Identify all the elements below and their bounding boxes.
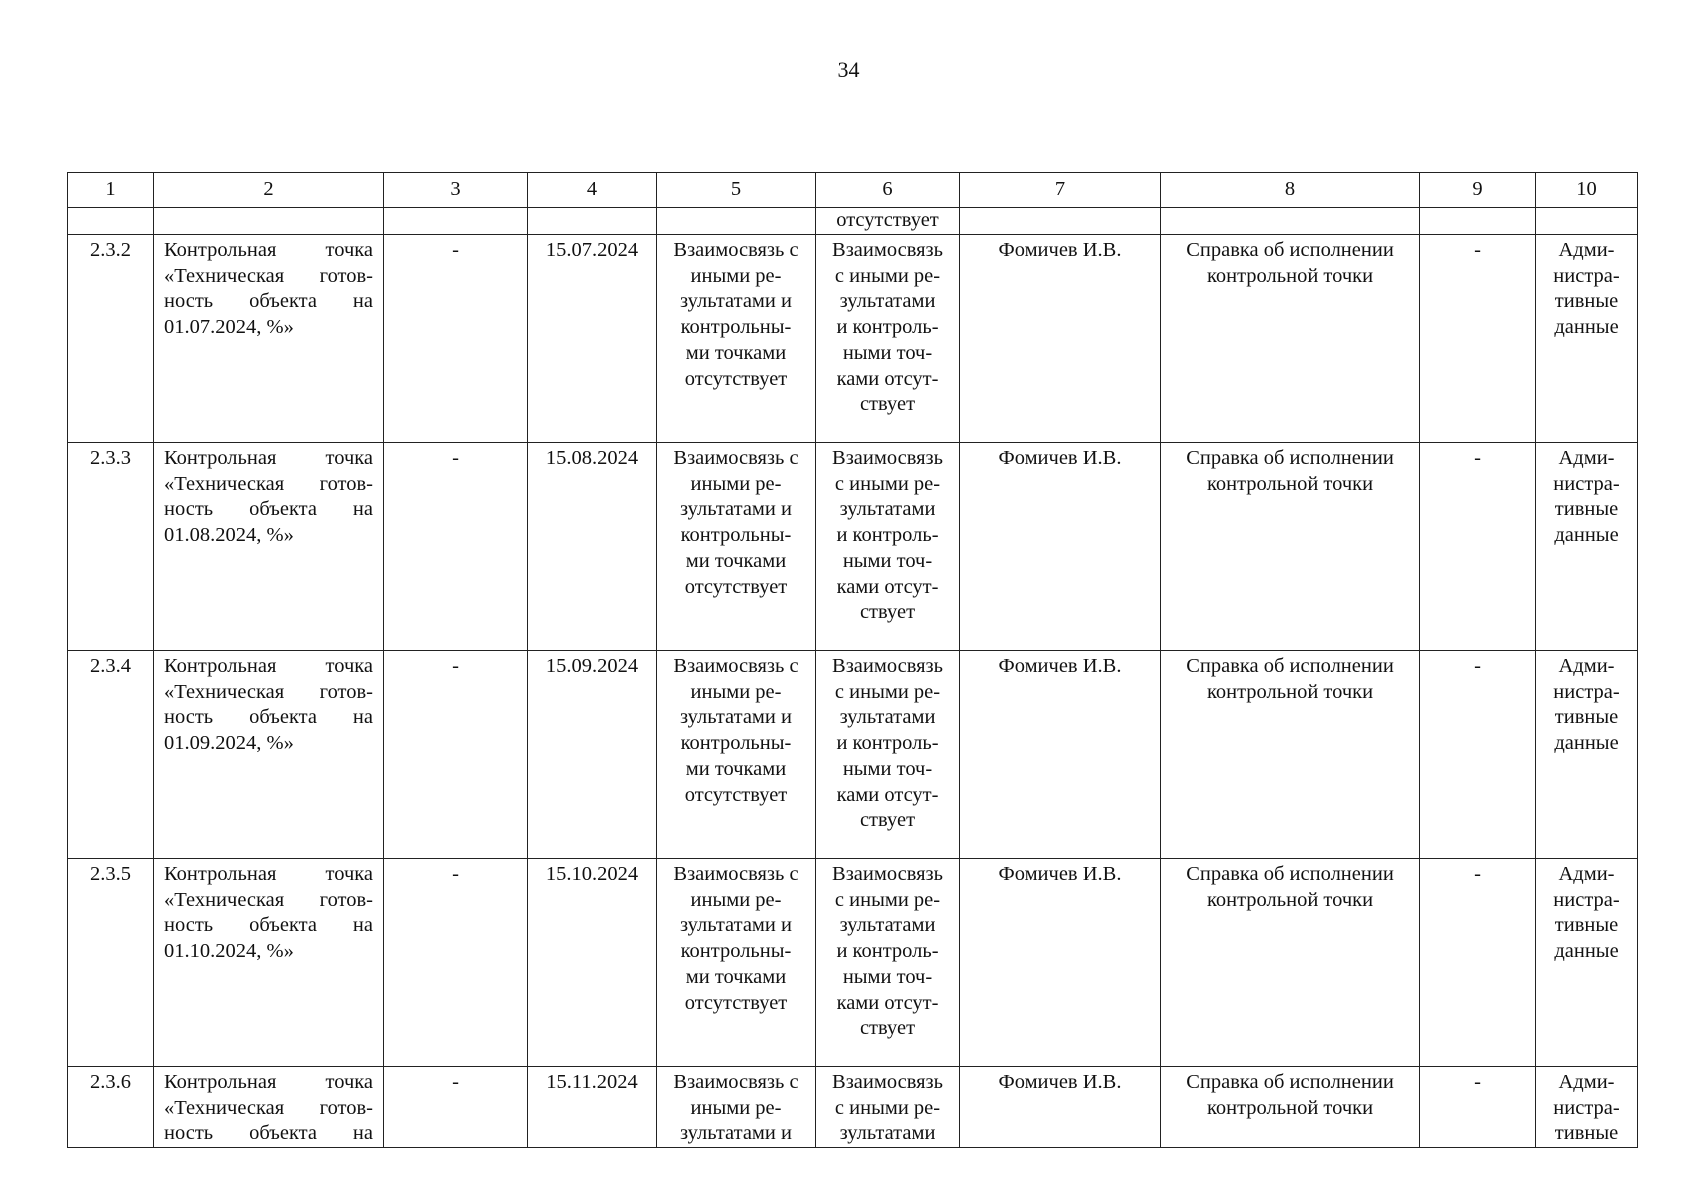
text-line: и контроль- [836,524,939,547]
text-line: ками отсут- [836,575,939,598]
text-line: отсутствует [684,991,788,1014]
text-line: контрольной точки [1206,888,1374,911]
due-date: 15.09.2024 [528,651,657,859]
text-line: ствует [859,393,916,416]
text-line: ми точками [685,549,787,572]
text-line: ствует [859,1017,916,1040]
text-line: зультатами и [680,1122,792,1145]
text-line: данные [1554,316,1619,339]
relation-results [657,1067,816,1148]
column-number: 1 [68,173,154,208]
text-line: и контроль- [836,732,939,755]
responsible-person: Фомичев И.В. [960,443,1161,651]
confirming-document [1161,651,1420,859]
confirming-document [1161,1067,1420,1148]
text-line: ствует [859,601,916,624]
text-line: Взаимосвязь с [673,655,799,677]
text-line: нистра- [1553,472,1620,495]
confirming-document [1161,443,1420,651]
row-id: 2.3.4 [68,651,154,859]
text-line: зультатами и [680,498,792,521]
column-number: 3 [384,173,528,208]
col9-value: - [1420,651,1536,859]
text-line: Взаимосвязь [832,863,943,885]
text-line: Адми- [1558,655,1615,677]
col3-value: - [384,235,528,443]
text-line: ными точ- [842,341,933,364]
col9-value: - [1420,443,1536,651]
text-line: нистра- [1553,1096,1620,1119]
relation-results [657,443,816,651]
due-date: 15.10.2024 [528,859,657,1067]
table-row [68,1067,1638,1148]
text-line: ками отсут- [836,367,939,390]
column-number: 7 [960,173,1161,208]
text-line: Взаимосвязь с [673,447,799,469]
text-line: нистра- [1553,680,1620,703]
text-line: Контрольная точка [164,1071,373,1093]
text-line: с иными ре- [834,888,941,911]
table-row [68,443,1638,651]
text-line: ность объекта на [164,290,373,313]
column-number: 8 [1161,173,1420,208]
text-line: иными ре- [690,1096,782,1119]
relation-points [816,443,960,651]
responsible-person: Фомичев И.В. [960,1067,1161,1148]
continued-text: отсутствует [816,208,960,235]
text-line: контрольны- [680,316,792,339]
text-line: данные [1554,524,1619,547]
due-date: 15.08.2024 [528,443,657,651]
text-line: иными ре- [690,472,782,495]
data-source [1536,443,1638,651]
text-line: «Техническая готов- [164,680,373,703]
text-line: Взаимосвязь с [673,239,799,261]
text-line: с иными ре- [834,472,941,495]
text-line: ными точ- [842,965,933,988]
text-line: иными ре- [690,264,782,287]
control-point-name [154,651,384,859]
column-number: 2 [154,173,384,208]
text-line: с иными ре- [834,680,941,703]
text-line: Контрольная точка [164,863,373,885]
relation-results [657,235,816,443]
text-line: тивные [1554,706,1619,729]
relation-points [816,1067,960,1148]
text-line: и контроль- [836,316,939,339]
text-line: и контроль- [836,940,939,963]
text-line: ными точ- [842,549,933,572]
text-line: Взаимосвязь [832,655,943,677]
control-points-table [67,172,1638,1148]
confirming-document [1161,235,1420,443]
relation-results [657,651,816,859]
text-line: Справка об исполнении [1186,863,1394,885]
data-source [1536,235,1638,443]
column-number-row [68,173,1638,208]
text-line: Справка об исполнении [1186,655,1394,677]
text-line: зультатами и [680,706,792,729]
text-line: ми точками [685,341,787,364]
text-line: Взаимосвязь [832,1071,943,1093]
control-point-name [154,1067,384,1148]
text-line: Адми- [1558,239,1615,261]
text-line: Контрольная точка [164,655,373,677]
col9-value: - [1420,1067,1536,1148]
control-point-name [154,235,384,443]
text-line: данные [1554,732,1619,755]
text-line: ными точ- [842,757,933,780]
text-line: данные [1554,940,1619,963]
text-line: контрольны- [680,524,792,547]
text-line: зультатами и [680,290,792,313]
text-line: 01.08.2024, %» [164,524,294,547]
text-line: иными ре- [690,888,782,911]
text-line: ность объекта на [164,914,373,937]
text-line: ность объекта на [164,1122,373,1145]
data-source [1536,651,1638,859]
text-line: ность объекта на [164,706,373,729]
text-line: контрольной точки [1206,680,1374,703]
text-line: контрольной точки [1206,264,1374,287]
column-number: 9 [1420,173,1536,208]
text-line: «Техническая готов- [164,888,373,911]
text-line: отсутствует [684,575,788,598]
responsible-person: Фомичев И.В. [960,859,1161,1067]
text-line: Адми- [1558,1071,1615,1093]
text-line: зультатами [839,914,936,937]
text-line: иными ре- [690,680,782,703]
row-id: 2.3.6 [68,1067,154,1148]
col9-value: - [1420,235,1536,443]
col9-value: - [1420,859,1536,1067]
text-line: отсутствует [684,367,788,390]
text-line: зультатами [839,290,936,313]
text-line: с иными ре- [834,264,941,287]
relation-points [816,235,960,443]
text-line: Справка об исполнении [1186,239,1394,261]
col3-value: - [384,443,528,651]
column-number: 4 [528,173,657,208]
data-source [1536,1067,1638,1148]
row-id: 2.3.3 [68,443,154,651]
text-line: тивные [1554,498,1619,521]
text-line: Адми- [1558,863,1615,885]
text-line: контрольной точки [1206,1096,1374,1119]
text-line: «Техническая готов- [164,1096,373,1119]
text-line: Адми- [1558,447,1615,469]
column-number: 5 [657,173,816,208]
confirming-document [1161,859,1420,1067]
column-number: 10 [1536,173,1638,208]
relation-points [816,651,960,859]
text-line: Контрольная точка [164,447,373,469]
column-number: 6 [816,173,960,208]
relation-points [816,859,960,1067]
text-line: тивные [1554,1122,1619,1145]
due-date: 15.11.2024 [528,1067,657,1148]
responsible-person: Фомичев И.В. [960,235,1161,443]
relation-results [657,859,816,1067]
table-row [68,859,1638,1067]
text-line: ми точками [685,757,787,780]
text-line: Контрольная точка [164,239,373,261]
text-line: нистра- [1553,264,1620,287]
control-point-name [154,443,384,651]
col3-value: - [384,651,528,859]
text-line: ствует [859,809,916,832]
text-line: нистра- [1553,888,1620,911]
text-line: с иными ре- [834,1096,941,1119]
control-point-name [154,859,384,1067]
row-id: 2.3.2 [68,235,154,443]
text-line: зультатами и [680,914,792,937]
text-line: ками отсут- [836,991,939,1014]
text-line: Взаимосвязь [832,447,943,469]
text-line: 01.09.2024, %» [164,732,294,755]
table-row [68,235,1638,443]
text-line: контрольны- [680,732,792,755]
text-line: ность объекта на [164,498,373,521]
data-source [1536,859,1638,1067]
row-id: 2.3.5 [68,859,154,1067]
text-line: «Техническая готов- [164,472,373,495]
col3-value: - [384,1067,528,1148]
text-line: зультатами [839,1122,936,1145]
text-line: контрольной точки [1206,472,1374,495]
text-line: ками отсут- [836,783,939,806]
text-line: Взаимосвязь с [673,863,799,885]
text-line: Взаимосвязь с [673,1071,799,1093]
text-line: Взаимосвязь [832,239,943,261]
page-number: 34 [837,57,860,82]
text-line: 01.10.2024, %» [164,940,294,963]
text-line: Справка об исполнении [1186,447,1394,469]
text-line: тивные [1554,290,1619,313]
responsible-person: Фомичев И.В. [960,651,1161,859]
text-line: зультатами [839,498,936,521]
table-row [68,651,1638,859]
text-line: зультатами [839,706,936,729]
text-line: Справка об исполнении [1186,1071,1394,1093]
text-line: контрольны- [680,940,792,963]
col3-value: - [384,859,528,1067]
continuation-row [68,208,1638,235]
text-line: отсутствует [684,783,788,806]
text-line: ми точками [685,965,787,988]
text-line: «Техническая готов- [164,264,373,287]
text-line: 01.07.2024, %» [164,316,294,339]
text-line: тивные [1554,914,1619,937]
due-date: 15.07.2024 [528,235,657,443]
